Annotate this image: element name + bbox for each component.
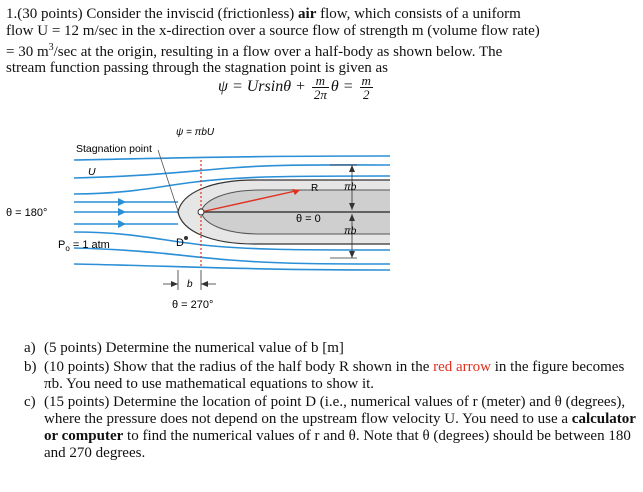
question-text: in the figure becomes πb. You need to use mathematical equations to show it. (44, 358, 625, 392)
R-label: R (311, 183, 319, 194)
question-label: c) (24, 394, 36, 411)
problem-line-4: stream function passing through the stagnation point is given as (6, 60, 389, 77)
stagnation-point-label: Stagnation point (76, 143, 152, 155)
dim-arrow (349, 165, 355, 172)
theta-270-label: θ = 270° (172, 299, 214, 311)
fraction-m-2 (360, 74, 373, 101)
dim-arrow (349, 251, 355, 258)
psi-label: ψ = πbU (176, 127, 215, 138)
P0-P: P (58, 239, 66, 251)
b-arrow (201, 281, 208, 287)
problem-line-3 (6, 40, 638, 61)
fraction-m-2pi (312, 74, 329, 101)
question-label: a) (24, 340, 36, 356)
streamline (74, 264, 390, 270)
b-arrow (171, 281, 178, 287)
problem-line-1 (6, 6, 638, 23)
problem-text: = 30 m (6, 43, 49, 60)
question-text: (10 points) Show that the radius of the half body R shown in the (44, 358, 434, 375)
flow-arrow (118, 198, 126, 206)
flow-arrow (118, 220, 126, 228)
formula-lhs: ψ = Ursinθ + (218, 78, 310, 96)
question-c (24, 394, 640, 461)
formula-mid: θ = (330, 78, 358, 96)
problem-text: /sec at the origin, resulting in a flow over a half-body as shown below. The (53, 43, 503, 60)
question-label: b) (24, 358, 37, 375)
D-label: D (176, 237, 184, 249)
question-text: (15 points) Determine the location of point D (i.e., numerical values of r (meter) and θ (degrees), where the pressure does not depend on the upstream flow velocity U. You need to use a (44, 394, 626, 428)
P0-label (58, 239, 110, 253)
pib-bottom-label: πb (344, 226, 357, 237)
streamline (74, 156, 390, 160)
question-b (24, 359, 640, 393)
problem-text: 1.(30 points) Consider the inviscid (frictionless) (6, 6, 299, 22)
fraction-denominator: 2 (362, 87, 370, 102)
question-text: to find the numerical values of r and θ. Note that θ (degrees) should be between 180 and 270 degrees. (44, 427, 631, 461)
questions-list (24, 340, 640, 464)
problem-statement (6, 6, 638, 77)
fraction-numerator: m (312, 74, 329, 88)
air-bold: air (298, 6, 317, 22)
U-label: U (88, 166, 96, 178)
P0-sub: o (65, 244, 70, 253)
red-arrow-text: red arrow (433, 358, 492, 375)
problem-line-2: flow U = 12 m/sec in the x-direction over a source flow of strength m (volume flow rate) (6, 22, 540, 39)
theta-180-label: θ = 180° (6, 207, 48, 219)
superscript: 3 (48, 41, 54, 53)
point-D-marker (184, 236, 188, 240)
flow-arrow (118, 208, 126, 216)
fraction-numerator: m (361, 73, 371, 88)
origin-marker (198, 209, 204, 215)
bold-text: calculator or computer (44, 411, 636, 444)
stream-function-formula (218, 74, 375, 101)
P0-rest: = 1 atm (69, 239, 110, 251)
question-a (24, 340, 640, 357)
half-body-figure (0, 118, 643, 323)
b-label: b (187, 279, 193, 290)
fraction-denominator: 2π (313, 87, 327, 102)
pib-top-label: πb (344, 182, 357, 193)
problem-text: flow, which consists of a uniform (316, 6, 521, 22)
theta-0-label: θ = 0 (296, 213, 321, 225)
question-text: (5 points) Determine the numerical value of b [m] (44, 340, 344, 356)
